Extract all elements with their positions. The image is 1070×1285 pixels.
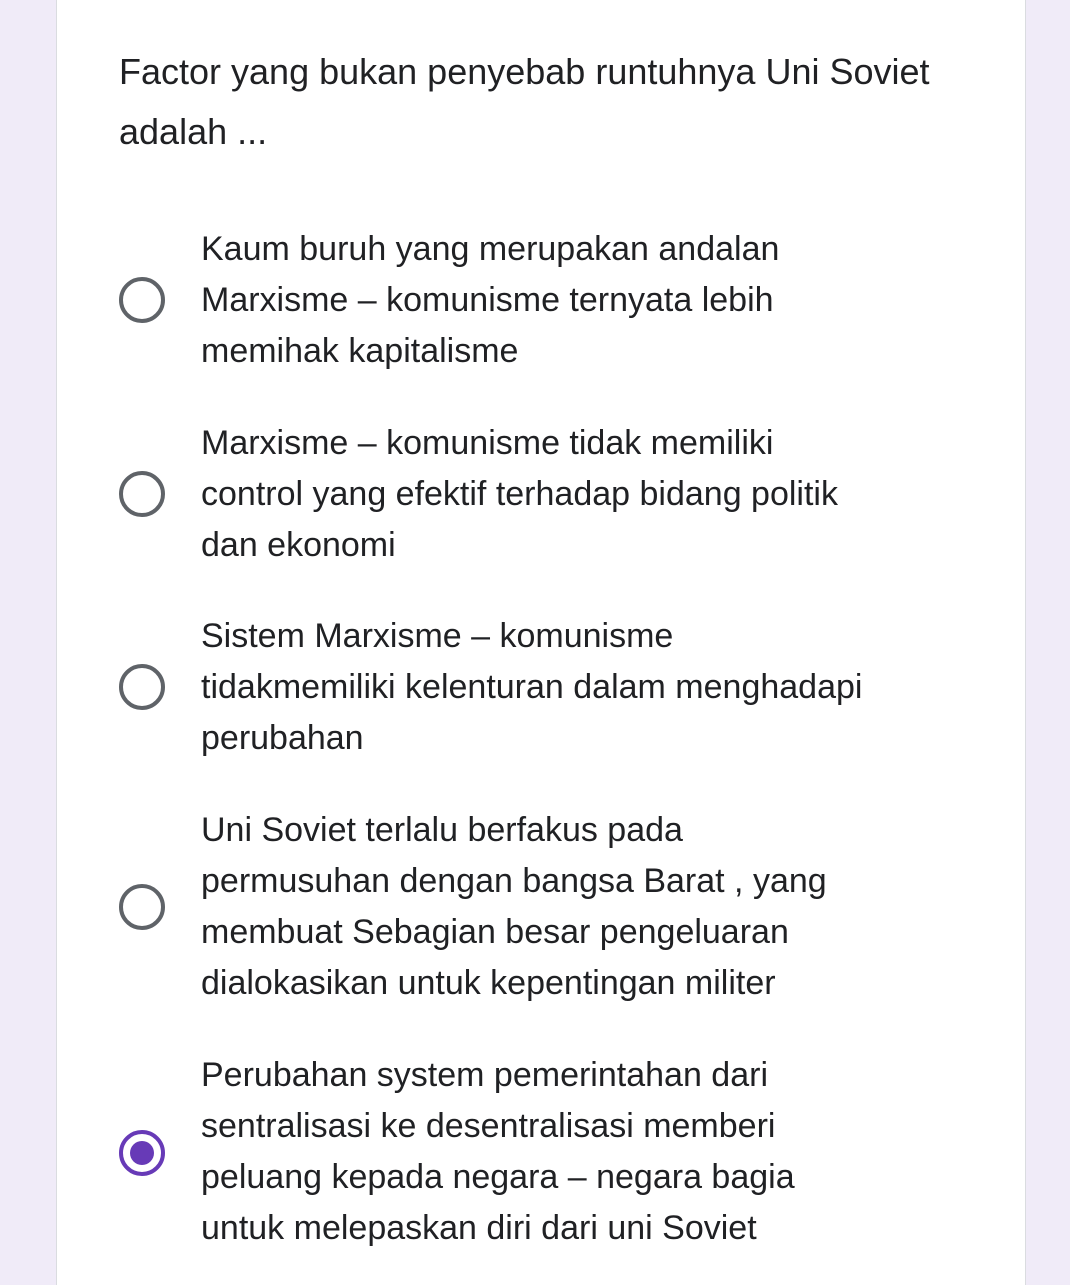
radio-button-3[interactable]	[119, 664, 165, 710]
option-2-label[interactable]: Marxisme – komunisme tidak memiliki control yang efektif terhadap bidang politik dan ekonomi	[201, 424, 838, 564]
question-title: Factor yang bukan penyebab runtuhnya Uni Soviet adalah ...	[119, 51, 930, 152]
radio-button-1[interactable]	[119, 277, 165, 323]
option-4-label[interactable]: Uni Soviet terlalu berfakus pada permusuhan dengan bangsa Barat , yang membuat Sebagian besar pengeluaran dialokasikan untuk kepentingan militer	[201, 811, 827, 1002]
option-1-label[interactable]: Kaum buruh yang merupakan andalan Marxisme – komunisme ternyata lebih memihak kapitalisme	[201, 230, 780, 370]
radio-button-4[interactable]	[119, 884, 165, 930]
radio-button-2[interactable]	[119, 471, 165, 517]
question-card	[56, 0, 1026, 1285]
option-5-label[interactable]: Perubahan system pemerintahan dari sentralisasi ke desentralisasi memberi peluang kepada negara – negara bagia untuk melepaskan diri dari uni Soviet	[201, 1056, 795, 1247]
option-3-label[interactable]: Sistem Marxisme – komunisme tidakmemiliki kelenturan dalam menghadapi perubahan	[201, 617, 863, 757]
radio-selected-dot	[130, 1141, 154, 1165]
radio-button-5-selected[interactable]	[119, 1130, 165, 1176]
